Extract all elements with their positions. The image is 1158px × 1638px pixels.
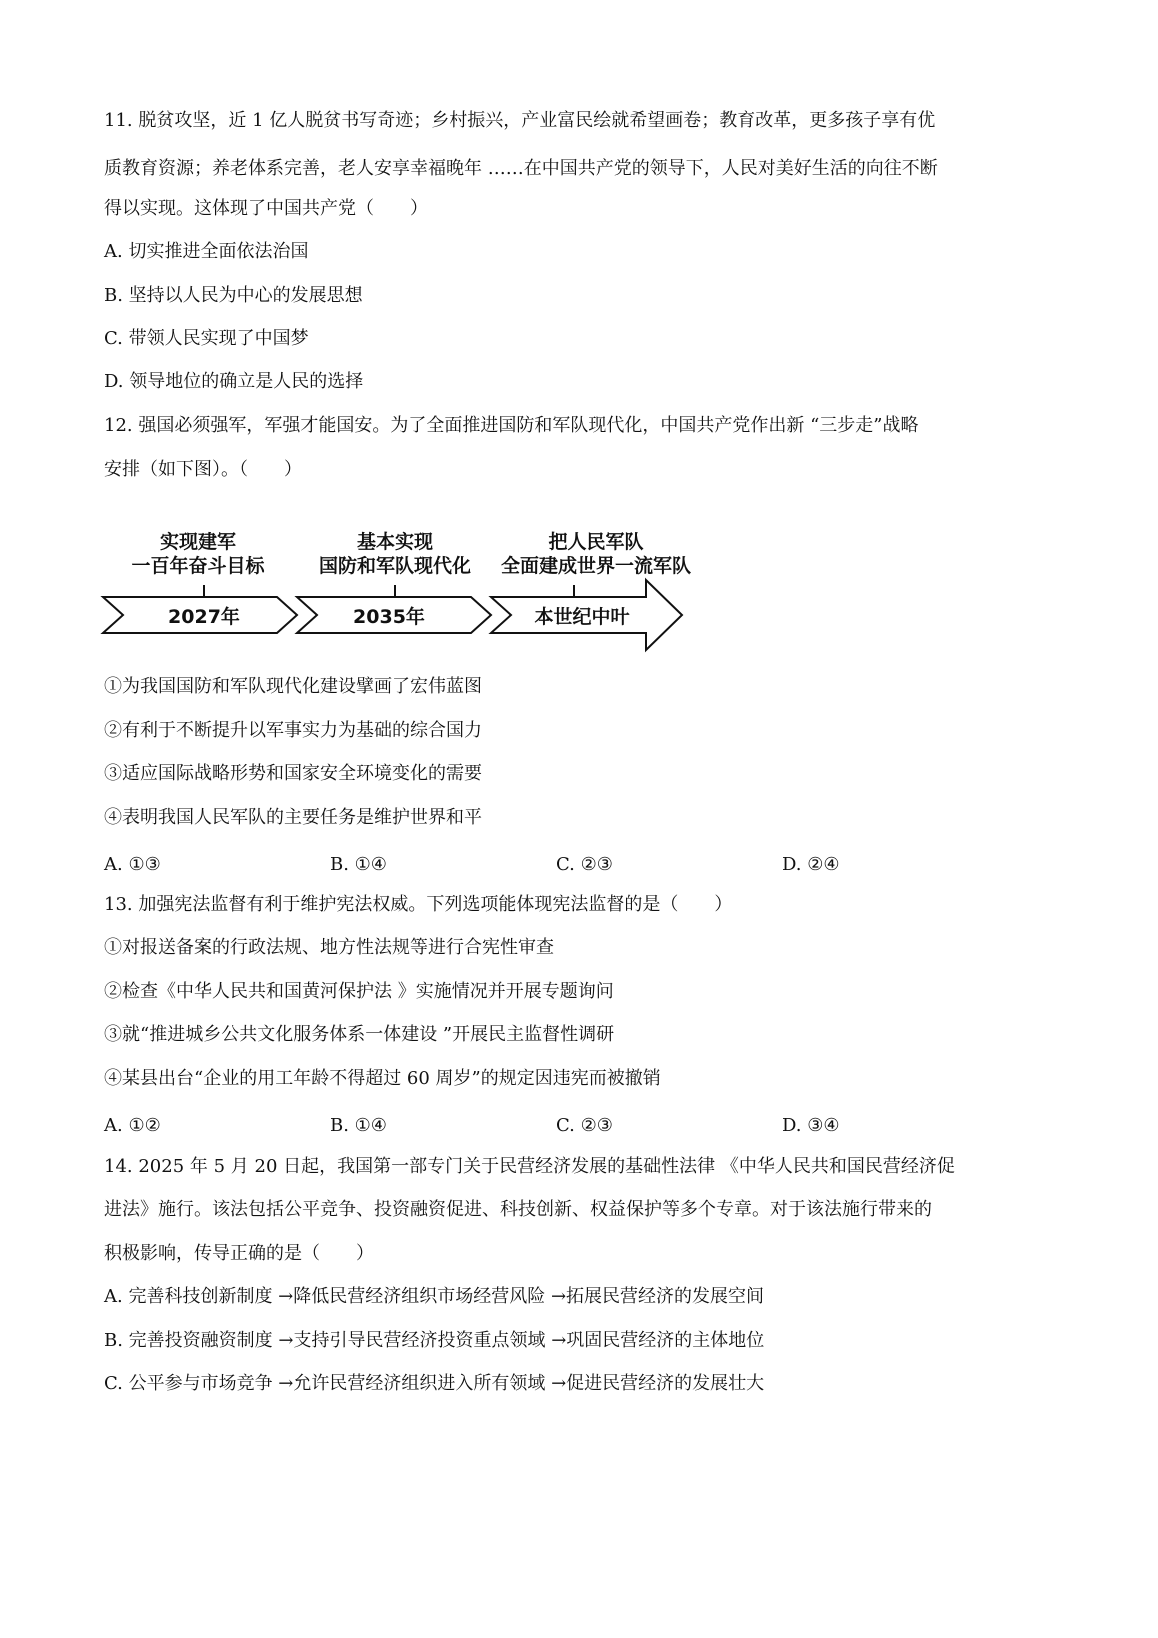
q11-option-c[interactable]: C. 带领人民实现了中国梦 <box>104 328 309 349</box>
step2-year: 2035年 <box>353 606 425 628</box>
q14-stem-line-1: 14. 2025 年 5 月 20 日起，我国第一部专门关于民营经济发展的基础性法律 《中华人民共和国民营经济促 <box>104 1156 955 1177</box>
q13-stem-line-1: 13. 加强宪法监督有利于维护宪法权威。下列选项能体现宪法监督的是（ ） <box>104 894 733 915</box>
q11-option-d[interactable]: D. 领导地位的确立是人民的选择 <box>104 371 364 392</box>
step1-year: 2027年 <box>168 606 240 628</box>
q14-stem-line-3: 积极影响，传导正确的是（ ） <box>104 1243 374 1264</box>
q12-statement-2: ②有利于不断提升以军事实力为基础的综合国力 <box>104 720 482 741</box>
q13-statement-2: ②检查《中华人民共和国黄河保护法 》实施情况并开展专题询问 <box>104 981 614 1002</box>
q12-option-a[interactable]: A. ①③ <box>104 854 161 875</box>
q12-option-b[interactable]: B. ①④ <box>330 854 387 875</box>
q13-option-b[interactable]: B. ①④ <box>330 1115 387 1136</box>
step3-year: 本世纪中叶 <box>534 606 630 628</box>
q13-statement-4: ④某县出台“企业的用工年龄不得超过 60 周岁”的规定因违宪而被撤销 <box>104 1068 661 1089</box>
q13-option-a[interactable]: A. ①② <box>104 1115 161 1136</box>
q11-option-a[interactable]: A. 切实推进全面依法治国 <box>104 241 309 262</box>
q13-option-d[interactable]: D. ③④ <box>782 1115 840 1136</box>
step1-goal-line2: 一百年奋斗目标 <box>131 555 265 577</box>
q11-stem-line-2: 质教育资源；养老体系完善，老人安享幸福晚年 ……在中国共产党的领导下，人民对美好生活的向往不断 <box>104 158 938 179</box>
step2-goal-line2: 国防和军队现代化 <box>318 555 472 577</box>
q13-statement-3: ③就“推进城乡公共文化服务体系一体建设 ”开展民主监督性调研 <box>104 1024 615 1045</box>
q12-option-c[interactable]: C. ②③ <box>556 854 613 875</box>
q12-statement-4: ④表明我国人民军队的主要任务是维护世界和平 <box>104 807 482 828</box>
q11-stem-line-3: 得以实现。这体现了中国共产党（ ） <box>104 198 428 219</box>
step3-goal-line1: 把人民军队 <box>548 531 644 553</box>
q14-option-b[interactable]: B. 完善投资融资制度 →支持引导民营经济投资重点领域 →巩固民营经济的主体地位 <box>104 1330 765 1351</box>
q13-statement-1: ①对报送备案的行政法规、地方性法规等进行合宪性审查 <box>104 937 554 958</box>
three-step-strategy-diagram <box>100 522 720 692</box>
q14-stem-line-2: 进法》施行。该法包括公平竞争、投资融资促进、科技创新、权益保护等多个专章。对于该法施行带来的 <box>104 1199 932 1220</box>
q12-option-d[interactable]: D. ②④ <box>782 854 840 875</box>
step2-goal-line1: 基本实现 <box>356 531 434 553</box>
step1-goal-line1: 实现建军 <box>159 531 237 553</box>
q14-option-a[interactable]: A. 完善科技创新制度 →降低民营经济组织市场经营风险 →拓展民营经济的发展空间 <box>104 1286 765 1307</box>
q11-stem-line-1: 11. 脱贫攻坚，近 1 亿人脱贫书写奇迹；乡村振兴，产业富民绘就希望画卷；教育改革，更多孩子享有优 <box>104 110 936 131</box>
q12-statement-1: ①为我国国防和军队现代化建设擘画了宏伟蓝图 <box>104 676 482 697</box>
q13-option-c[interactable]: C. ②③ <box>556 1115 613 1136</box>
step3-goal-line2: 全面建成世界一流军队 <box>500 555 692 577</box>
q12-statement-3: ③适应国际战略形势和国家安全环境变化的需要 <box>104 763 482 784</box>
q11-option-b[interactable]: B. 坚持以人民为中心的发展思想 <box>104 285 363 306</box>
q14-option-c[interactable]: C. 公平参与市场竞争 →允许民营经济组织进入所有领域 →促进民营经济的发展壮大 <box>104 1373 765 1394</box>
q12-stem-line-1: 12. 强国必须强军，军强才能国安。为了全面推进国防和军队现代化，中国共产党作出新 “三步走”战略 <box>104 415 919 436</box>
q12-stem-line-2: 安排（如下图）。（ ） <box>104 459 302 480</box>
